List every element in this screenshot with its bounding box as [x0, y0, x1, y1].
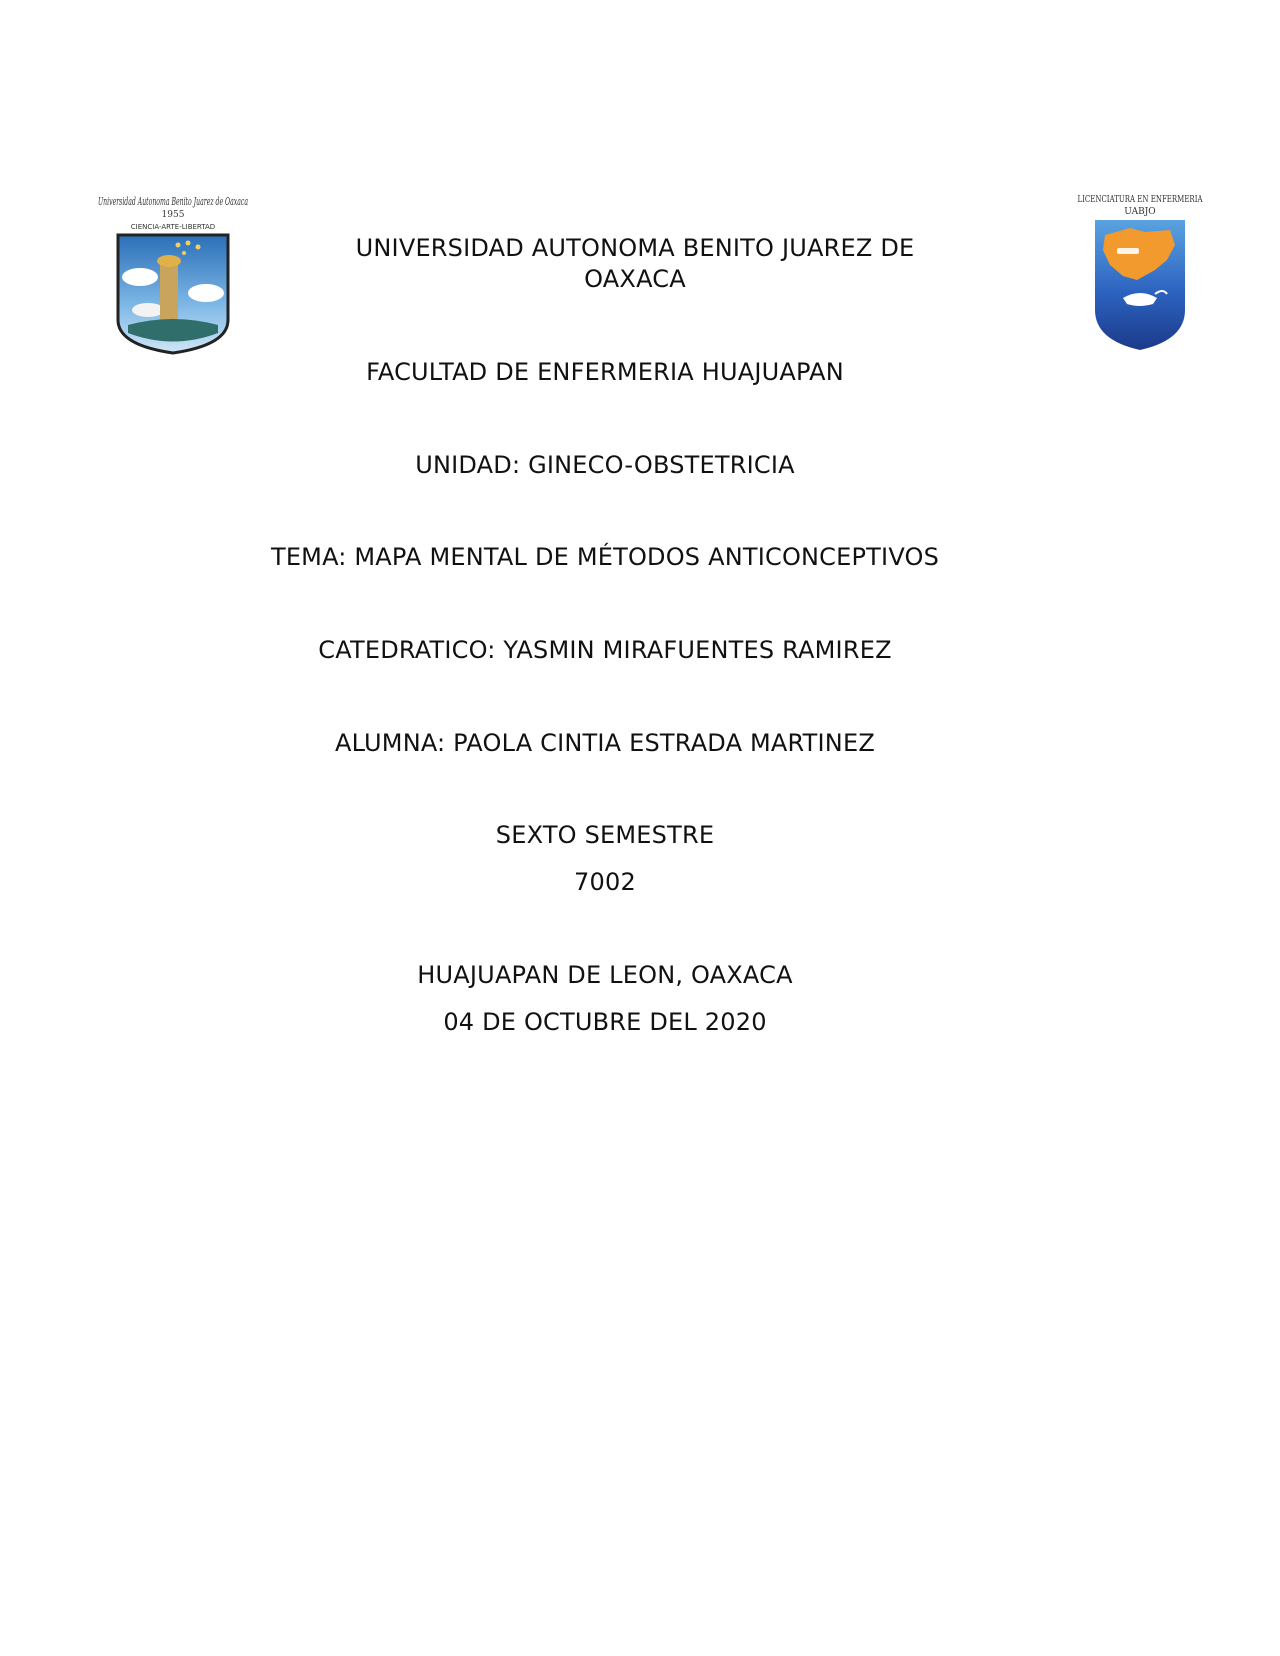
svg-text:LICENCIATURA EN ENFERMERIA: LICENCIATURA EN ENFERMERIA [1077, 195, 1203, 205]
faculty-name: FACULTAD DE ENFERMERIA HUAJUAPAN [366, 358, 844, 386]
svg-text:UABJO: UABJO [1124, 207, 1156, 217]
university-crest-logo [88, 185, 258, 360]
unit-name: UNIDAD: GINECO-OBSTETRICIA [415, 451, 795, 479]
university-name-line-2: OAXACA [584, 265, 686, 293]
teacher-name: CATEDRATICO: YASMIN MIRAFUENTES RAMIREZ [318, 636, 892, 664]
svg-text:1955: 1955 [161, 210, 185, 220]
topic-title: TEMA: MAPA MENTAL DE MÉTODOS ANTICONCEPTIVOS [270, 543, 940, 571]
university-name-line-1: UNIVERSIDAD AUTONOMA BENITO JUAREZ DE [355, 234, 915, 262]
svg-text:CIENCIA-ARTE-LIBERTAD: CIENCIA-ARTE-LIBERTAD [130, 223, 216, 231]
date: 04 DE OCTUBRE DEL 2020 [443, 1008, 767, 1036]
group-number: 7002 [574, 868, 636, 896]
place: HUAJUAPAN DE LEON, OAXACA [417, 961, 793, 989]
semester: SEXTO SEMESTRE [495, 821, 715, 849]
student-name: ALUMNA: PAOLA CINTIA ESTRADA MARTINEZ [335, 729, 875, 757]
svg-text:Universidad Autonoma Benito Ju: Universidad Autonoma Benito Juarez de Oaxaca [98, 195, 248, 208]
nursing-program-logo [1075, 190, 1205, 360]
